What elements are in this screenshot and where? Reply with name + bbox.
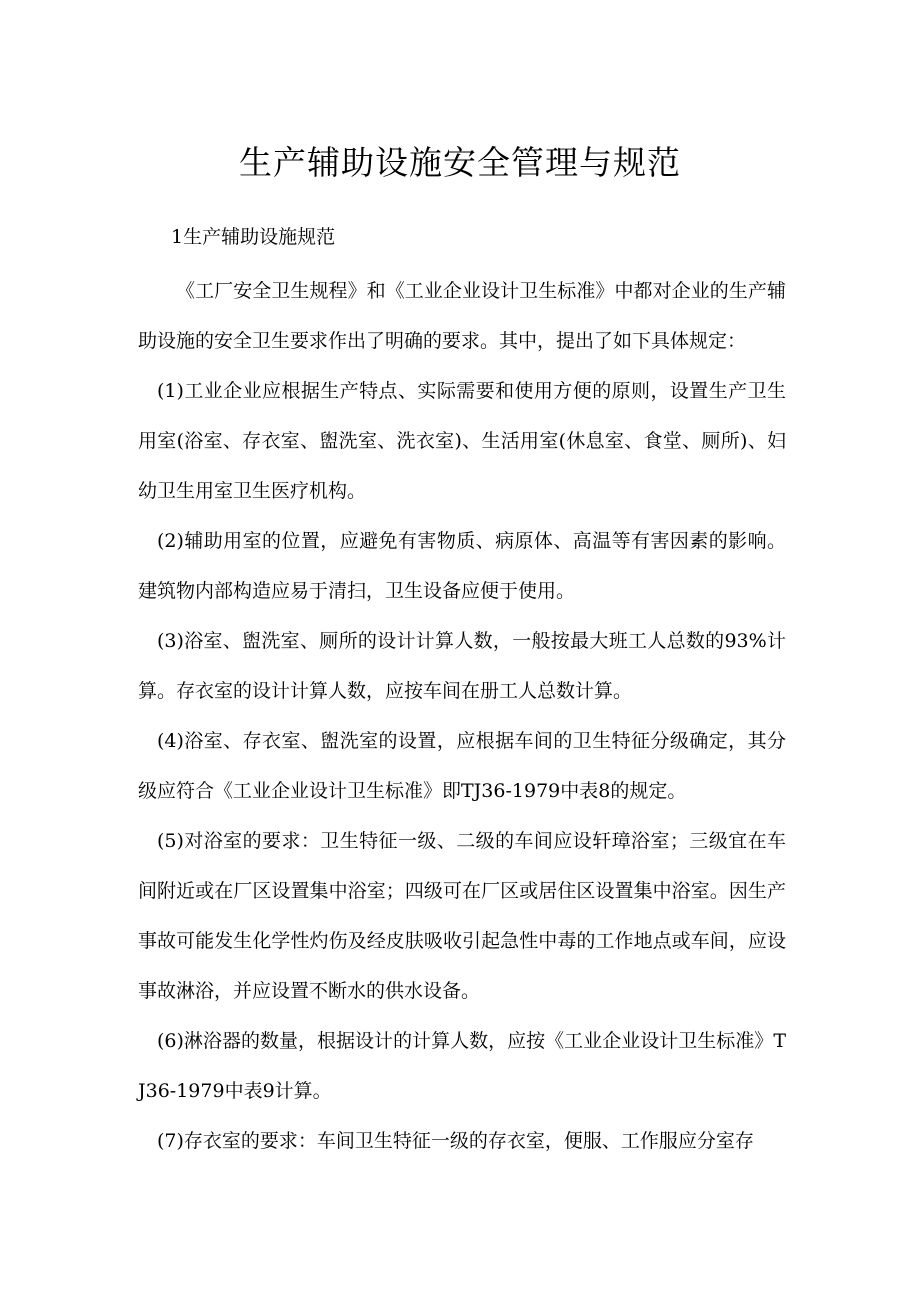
- list-item: (3)浴室、盥洗室、厕所的设计计算人数，一般按最大班工人总数的93%计算。存衣室的设计计算人数，应按车间在册工人总数计算。: [138, 630, 786, 702]
- document-body: [138, 266, 786, 1166]
- intro-paragraph: 《工厂安全卫生规程》和《工业企业设计卫生标准》中都对企业的生产辅助设施的安全卫生要求作出了明确的要求。其中，提出了如下具体规定：: [138, 280, 786, 352]
- list-item: (7)存衣室的要求：车间卫生特征一级的存衣室，便服、工作服应分室存: [157, 1130, 754, 1152]
- document-title: 生产辅助设施安全管理与规范: [239, 143, 681, 182]
- section-heading: 1生产辅助设施规范: [171, 226, 336, 248]
- list-item: (4)浴室、存衣室、盥洗室的设置，应根据车间的卫生特征分级确定，其分级应符合《工业企业设计卫生标准》即TJ36-1979中表8的规定。: [138, 730, 786, 802]
- list-item: (6)淋浴器的数量，根据设计的计算人数，应按《工业企业设计卫生标准》TJ36-1979中表9计算。: [138, 1030, 786, 1102]
- list-item: (1)工业企业应根据生产特点、实际需要和使用方便的原则，设置生产卫生用室(浴室、存衣室、盥洗室、洗衣室)、生活用室(休息室、食堂、厕所)、妇幼卫生用室卫生医疗机构。: [138, 380, 786, 502]
- list-item: (5)对浴室的要求：卫生特征一级、二级的车间应设轩璋浴室；三级宜在车间附近或在厂区设置集中浴室；四级可在厂区或居住区设置集中浴室。因生产事故可能发生化学性灼伤及经皮肤吸收引起急性中毒的工作地点或车间，应设事故淋浴，并应设置不断水的供水设备。: [138, 830, 786, 1002]
- list-item: (2)辅助用室的位置，应避免有害物质、病原体、高温等有害因素的影响。建筑物内部构造应易于清扫，卫生设备应便于使用。: [138, 530, 786, 602]
